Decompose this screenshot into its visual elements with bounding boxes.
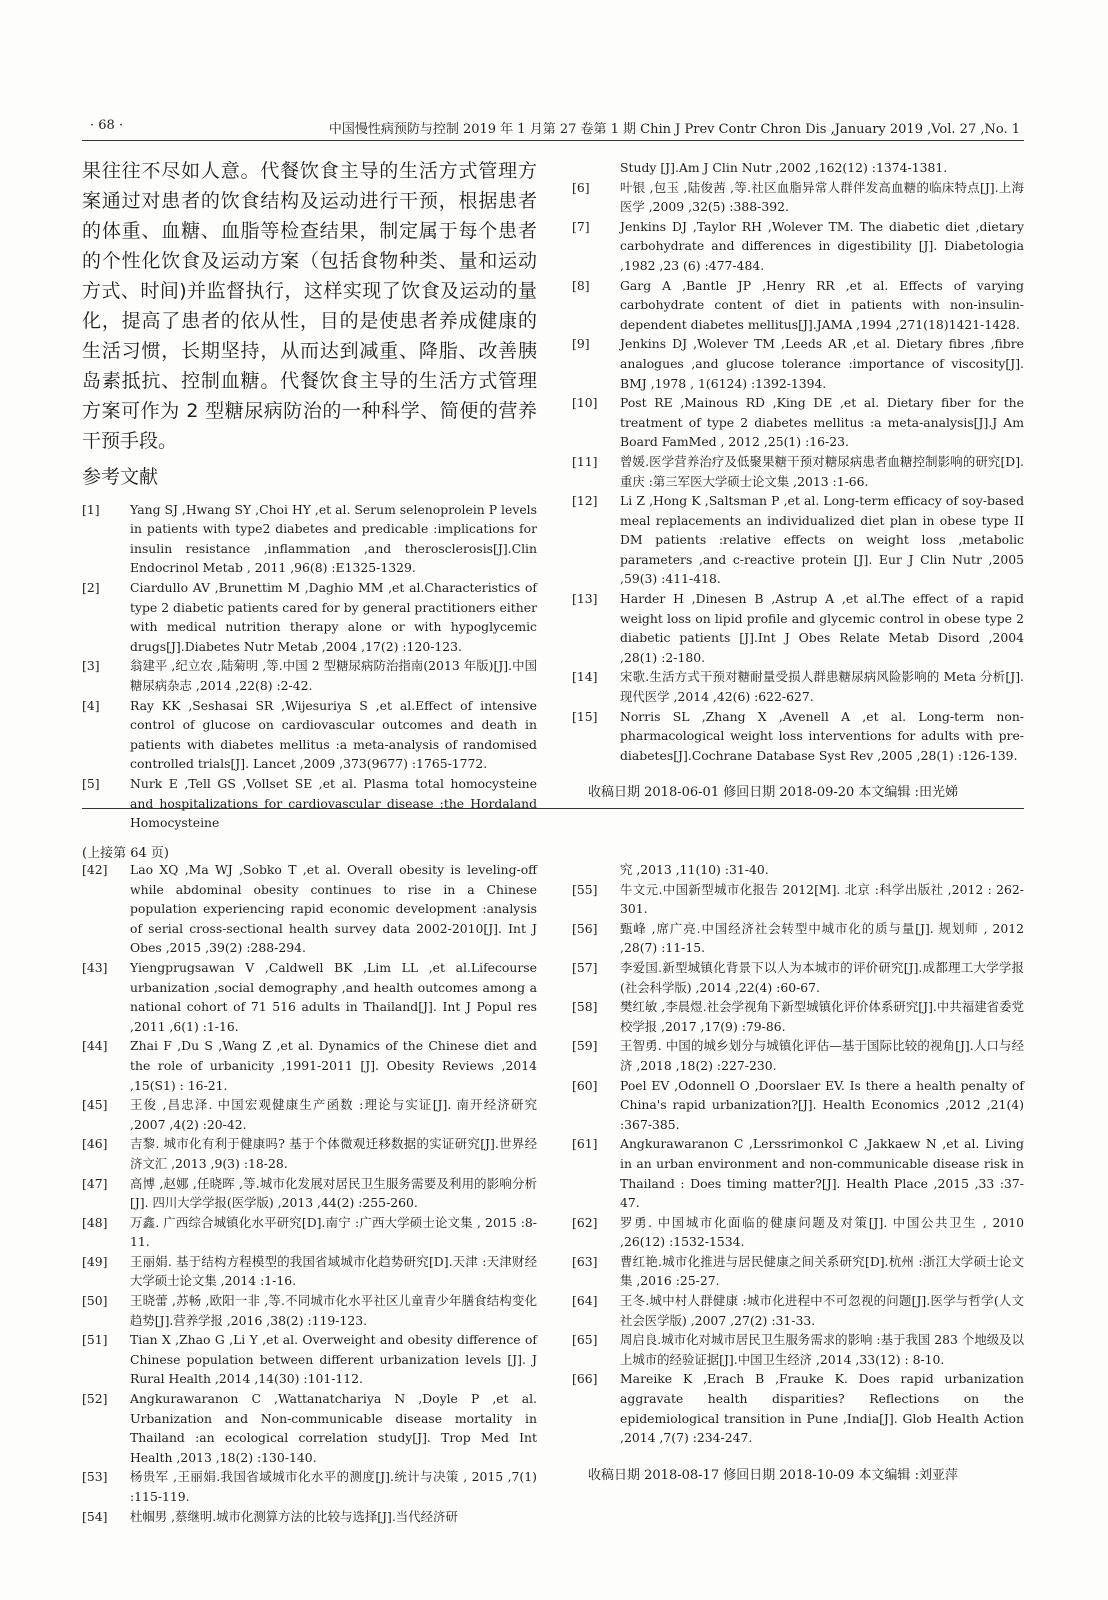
reference-text: 甄峰 ,席广亮.中国经济社会转型中城市化的质与量[J]. 规划师 , 2012 ,28(7) :11-15.	[620, 920, 1024, 956]
reference-number: [44]	[82, 1038, 108, 1054]
reference-number: [56]	[572, 920, 598, 936]
reference-item	[572, 491, 1024, 589]
reference-item	[572, 1330, 1024, 1369]
reference-number: [48]	[82, 1214, 108, 1230]
reference-item	[572, 1076, 1024, 1135]
reference-text: Ciardullo AV ,Brunettim M ,Daghio MM ,et al.Characteristics of type 2 diabetic patients cared for by general practitioners either with medical nutrition therapy alone or with hypoglycemic drugs[J].Diabetes Nutr Metab ,2004 ,17(2) :120-123.	[130, 579, 537, 654]
reference-number: [54]	[82, 1508, 108, 1524]
reference-number: [52]	[82, 1391, 108, 1407]
reference-text: 樊红敏 ,李晨煜.社会学视角下新型城镇化评价体系研究[J].中共福建省委党校学报 ,2017 ,17(9) :79-86.	[620, 999, 1024, 1034]
reference-number: [15]	[572, 708, 598, 724]
reference-item	[572, 958, 1024, 997]
reference-item	[82, 1036, 537, 1095]
reference-item	[572, 880, 1024, 919]
reference-number: [57]	[572, 959, 598, 975]
reference-continuation: Study [J].Am J Clin Nutr ,2002 ,162(12) :1374-1381.	[620, 160, 948, 175]
reference-number: [61]	[572, 1136, 598, 1152]
reference-number: [2]	[82, 579, 100, 595]
reference-text: 曹红艳.城市化推进与居民健康之间关系研究[D].杭州 :浙江大学硕士论文集 ,2016 :25-27.	[620, 1253, 1024, 1289]
reference-text: 曾媛.医学营养治疗及低聚果糖干预对糖尿病患者血糖控制影响的研究[D].重庆 :第三军医大学硕士论文集 ,2013 :1-66.	[620, 453, 1024, 489]
reference-text: Lao XQ ,Ma WJ ,Sobko T ,et al. Overall obesity is leveling-off while abdominal obesity continues to rise in a Chinese population experiencing rapid economic development :analysis of serial cross-sectional health survey data 2002-2010[J]. Int J Obes ,2015 ,39(2) :288-294.	[130, 862, 537, 956]
reference-continuation: 究 ,2013 ,11(10) :31-40.	[620, 862, 769, 877]
reference-item	[82, 1507, 537, 1527]
reference-item	[82, 1252, 537, 1291]
received-info: 收稿日期 2018-08-17 修回日期 2018-10-09 本文编辑 :刘亚萍	[588, 1467, 958, 1483]
reference-item	[82, 1291, 537, 1330]
reference-text: Post RE ,Mainous RD ,King DE ,et al. Dietary fiber for the treatment of type 2 diabetes mellitus :a meta-analysis[J].J Am Board FamMed , 2012 ,25(1) :16-23.	[620, 395, 1024, 450]
reference-number: [53]	[82, 1469, 108, 1485]
reference-number: [50]	[82, 1293, 108, 1309]
reference-text: Angkurawaranon C ,Lerssrimonkol C ,Jakkaew N ,et al. Living in an urban environment and non-communicable disease risk in Thailand : Does timing matter?[J]. Health Place ,2015 ,33 :37-47.	[620, 1136, 1024, 1211]
reference-number: [45]	[82, 1097, 108, 1113]
reference-text: 周启良.城市化对城市居民卫生服务需求的影响 :基于我国 283 个地级及以上城市的经验证据[J].中国卫生经济 ,2014 ,33(12) : 8-10.	[620, 1332, 1024, 1367]
reference-item	[572, 1369, 1024, 1447]
reference-text: 牛文元.中国新型城市化报告 2012[M]. 北京 :科学出版社 ,2012 : 262-301.	[620, 881, 1024, 917]
reference-item	[82, 1134, 537, 1173]
reference-number: [14]	[572, 669, 598, 685]
reference-number: [9]	[572, 336, 590, 352]
reference-number: [6]	[572, 179, 590, 195]
reference-item	[572, 997, 1024, 1036]
reference-number: [46]	[82, 1136, 108, 1152]
reference-text: Poel EV ,Odonnell O ,Doorslaer EV. Is there a health penalty of China's rapid urbanization?[J]. Health Economics ,2012 ,21(4) :367-385.	[620, 1077, 1024, 1132]
reference-text: 翁建平 ,纪立农 ,陆菊明 ,等.中国 2 型糖尿病防治指南(2013 年版)[J].中国糖尿病杂志 ,2014 ,22(8) :2-42.	[130, 658, 537, 693]
reference-number: [55]	[572, 881, 598, 897]
reference-item	[82, 774, 537, 833]
header-rule	[82, 140, 1024, 141]
reference-item	[82, 1095, 537, 1134]
reference-number: [62]	[572, 1214, 598, 1230]
bottom-left-column	[82, 860, 537, 1526]
reference-text: Li Z ,Hong K ,Saltsman P ,et al. Long-term efficacy of soy-based meal replacements an individualized diet plan in obese type II DM patients :relative effects on weight loss ,metabolic parameters ,and c-reactive protein [J]. Eur J Clin Nutr ,2005 ,59(3) :411-418.	[620, 493, 1024, 587]
reference-number: [4]	[82, 697, 100, 713]
reference-list	[572, 178, 1024, 766]
reference-number: [5]	[82, 775, 100, 791]
reference-item	[572, 589, 1024, 667]
reference-text: Jenkins DJ ,Wolever TM ,Leeds AR ,et al. Dietary fibres ,fibre analogues ,and glucose tolerance :importance of viscosity[J]. BMJ ,1978 , 1(6124) :1392-1394.	[620, 336, 1024, 391]
reference-text: Yiengprugsawan V ,Caldwell BK ,Lim LL ,et al.Lifecourse urbanization ,social demography ,and health outcomes among a national cohort of 71 516 adults in Thailand[J]. Int J Popul res ,2011 ,6(1) :1-16.	[130, 959, 537, 1034]
reference-text: 叶银 ,包玉 ,陆俊茜 ,等.社区血脂异常人群伴发高血糖的临床特点[J].上海医学 ,2009 ,32(5) :388-392.	[620, 179, 1024, 215]
continued-from-note: (上接第 64 页)	[82, 846, 169, 861]
reference-item	[572, 1213, 1024, 1252]
reference-text: Yang SJ ,Hwang SY ,Choi HY ,et al. Serum selenoprolein P levels in patients with type2 diabetes and predicable :implications for insulin resistance ,inflammation ,and therosclerosis[J].Clin Endocrinol Metab , 2011 ,96(8) :E1325-1329.	[130, 501, 537, 576]
reference-number: [13]	[572, 591, 598, 607]
reference-number: [65]	[572, 1332, 598, 1348]
reference-item	[82, 1174, 537, 1213]
references-heading: 参考文献	[82, 466, 159, 488]
reference-item	[572, 1036, 1024, 1075]
body-paragraph: 果往往不尽如人意。代餐饮食主导的生活方式管理方案通过对患者的饮食结构及运动进行干预，根据患者的体重、血糖、血脂等检查结果，制定属于每个患者的个性化饮食及运动方案（包括食物种类、量和运动方式、时间)并监督执行，这样实现了饮食及运动的量化，提高了患者的依从性，目的是使患者养成健康的生活习惯，长期坚持，从而达到减重、降脂、改善胰岛素抵抗、控制血糖。代餐饮食主导的生活方式管理方案可作为 2 型糖尿病防治的一种科学、简便的营养干预手段。	[82, 160, 537, 452]
reference-text: Jenkins DJ ,Taylor RH ,Wolever TM. The diabetic diet ,dietary carbohydrate and differences in digestibility [J]. Diabetologia ,1982 ,23 (6) :477-484.	[620, 218, 1024, 273]
reference-item	[572, 452, 1024, 491]
reference-text: 王冬.城中村人群健康 :城市化进程中不可忽视的问题[J].医学与哲学(人文社会医学版) ,2007 ,27(2) :31-33.	[620, 1293, 1024, 1328]
reference-text: Nurk E ,Tell GS ,Vollset SE ,et al. Plasma total homocysteine and hospitalizations for cardiovascular disease :the Hordaland Homocysteine	[130, 775, 537, 831]
reference-text: Garg A ,Bantle JP ,Henry RR ,et al. Effects of varying carbohydrate content of diet in patients with non-insulin-dependent diabetes mellitus[J].JAMA ,1994 ,271(18)1421-1428.	[620, 277, 1024, 332]
reference-number: [1]	[82, 501, 100, 517]
page-header	[90, 118, 1020, 140]
reference-item	[572, 1134, 1024, 1212]
received-info: 收稿日期 2018-06-01 修回日期 2018-09-20 本文编辑 :田光娣	[588, 785, 958, 801]
reference-list	[572, 880, 1024, 1448]
reference-number: [59]	[572, 1038, 598, 1054]
reference-text: 罗勇. 中国城市化面临的健康问题及对策[J]. 中国公共卫生 , 2010 ,26(12) :1532-1534.	[620, 1214, 1024, 1250]
reference-item	[572, 334, 1024, 393]
reference-item	[82, 578, 537, 656]
reference-number: [12]	[572, 493, 598, 509]
reference-list	[82, 860, 537, 1526]
reference-item	[82, 1330, 537, 1389]
reference-text: Harder H ,Dinesen B ,Astrup A ,et al.The effect of a rapid weight loss on lipid profile and glycemic control in obese type 2 diabetic patients [J].Int J Obes Relate Metab Disord ,2004 ,28(1) :2-180.	[620, 591, 1024, 665]
reference-item	[572, 178, 1024, 217]
reference-number: [60]	[572, 1077, 598, 1093]
reference-text: Mareike K ,Erach B ,Frauke K. Does rapid urbanization aggravate health disparities? Reflections on the epidemiological transition in Pune ,India[J]. Glob Health Action ,2014 ,7(7) :234-247.	[620, 1371, 1024, 1446]
reference-item	[82, 500, 537, 578]
reference-number: [3]	[82, 658, 100, 674]
reference-number: [10]	[572, 395, 598, 411]
reference-number: [51]	[82, 1332, 108, 1348]
reference-number: [11]	[572, 453, 598, 469]
reference-item	[82, 1213, 537, 1252]
reference-text: Zhai F ,Du S ,Wang Z ,et al. Dynamics of the Chinese diet and the role of urbanicity ,1991-2011 [J]. Obesity Reviews ,2014 ,15(S1) : 16-21.	[130, 1038, 537, 1093]
reference-number: [7]	[572, 218, 590, 234]
reference-text: 高博 ,赵娜 ,任晓晖 ,等.城市化发展对居民卫生服务需要及利用的影响分析[J]. 四川大学学报(医学版) ,2013 ,44(2) :255-260.	[130, 1175, 537, 1211]
reference-text: 宋歌.生活方式干预对糖耐量受损人群患糖尿病风险影响的 Meta 分析[J].现代医学 ,2014 ,42(6) :622-627.	[620, 669, 1024, 705]
reference-item	[572, 707, 1024, 766]
reference-text: 王丽娟. 基于结构方程模型的我国省域城市化趋势研究[D].天津 :天津财经大学硕士论文集 ,2014 :1-16.	[130, 1253, 537, 1289]
reference-number: [66]	[572, 1371, 598, 1387]
reference-number: [42]	[82, 862, 108, 877]
reference-number: [47]	[82, 1175, 108, 1191]
reference-text: Tian X ,Zhao G ,Li Y ,et al. Overweight and obesity difference of Chinese population between different urbanization levels [J]. J Rural Health ,2014 ,14(30) :101-112.	[130, 1332, 537, 1387]
reference-item	[82, 656, 537, 695]
page-number: · 68 ·	[90, 118, 124, 133]
reference-number: [58]	[572, 999, 598, 1015]
reference-text: Norris SL ,Zhang X ,Avenell A ,et al. Long-term non-pharmacological weight loss interventions for adults with pre-diabetes[J].Cochrane Database Syst Rev ,2005 ,28(1) :126-139.	[620, 708, 1024, 763]
reference-item	[572, 217, 1024, 276]
reference-item	[82, 696, 537, 774]
reference-item	[572, 667, 1024, 706]
reference-item	[572, 393, 1024, 452]
reference-text: 杨贵军 ,王丽娟.我国省域城市化水平的测度[J].统计与决策 , 2015 ,7(1) :115-119.	[130, 1469, 537, 1504]
reference-item	[572, 1252, 1024, 1291]
reference-item	[82, 1389, 537, 1467]
reference-number: [49]	[82, 1253, 108, 1269]
reference-text: 杜帼男 ,蔡继明.城市化测算方法的比较与选择[J].当代经济研	[130, 1508, 458, 1524]
reference-text: Angkurawaranon C ,Wattanatchariya N ,Doyle P ,et al. Urbanization and Non-communicable disease mortality in Thailand :an ecological correlation study[J]. Trop Med Int Health ,2013 ,18(2) :130-140.	[130, 1391, 537, 1465]
reference-text: Ray KK ,Seshasai SR ,Wijesuriya S ,et al.Effect of intensive control of glucose on cardiovascular outcomes and death in patients with diabetes mellitus :a meta-analysis of randomised controlled trials[J]. Lancet ,2009 ,373(9677) :1765-1772.	[130, 697, 537, 772]
reference-text: 王智勇. 中国的城乡划分与城镇化评估—基于国际比较的视角[J].人口与经济 ,2018 ,18(2) :227-230.	[620, 1038, 1024, 1073]
reference-number: [63]	[572, 1253, 598, 1269]
reference-item	[82, 1467, 537, 1506]
top-left-column	[82, 156, 537, 833]
reference-item	[82, 860, 537, 958]
section-divider	[82, 808, 1024, 809]
reference-number: [43]	[82, 959, 108, 975]
reference-text: 王俊 ,昌忠泽. 中国宏观健康生产函数 :理论与实证[J]. 南开经济研究 ,2007 ,4(2) :20-42.	[130, 1097, 537, 1132]
top-right-column	[572, 158, 1024, 803]
reference-text: 吉黎. 城市化有利于健康吗? 基于个体微观迁移数据的实证研究[J].世界经济文汇 ,2013 ,9(3) :18-28.	[130, 1136, 537, 1171]
reference-text: 王晓蕾 ,苏畅 ,欧阳一非 ,等.不同城市化水平社区儿童青少年膳食结构变化趋势[J].营养学报 ,2016 ,38(2) :119-123.	[130, 1293, 537, 1328]
bottom-right-column	[572, 860, 1024, 1485]
reference-item	[572, 1291, 1024, 1330]
journal-running-title: 中国慢性病预防与控制 2019 年 1 月第 27 卷第 1 期 Chin J Prev Contr Chron Dis ,January 2019 ,Vol. 27 ,No. 1	[328, 122, 1020, 137]
reference-number: [8]	[572, 277, 590, 293]
reference-text: 万鑫. 广西综合城镇化水平研究[D].南宁 :广西大学硕士论文集 , 2015 :8-11.	[130, 1214, 537, 1250]
reference-list	[82, 500, 537, 833]
reference-text: 李爱国.新型城镇化背景下以人为本城市的评价研究[J].成都理工大学学报(社会科学版) ,2014 ,22(4) :60-67.	[620, 959, 1024, 995]
reference-item	[82, 958, 537, 1036]
reference-item	[572, 919, 1024, 958]
reference-number: [64]	[572, 1293, 598, 1309]
reference-item	[572, 276, 1024, 335]
